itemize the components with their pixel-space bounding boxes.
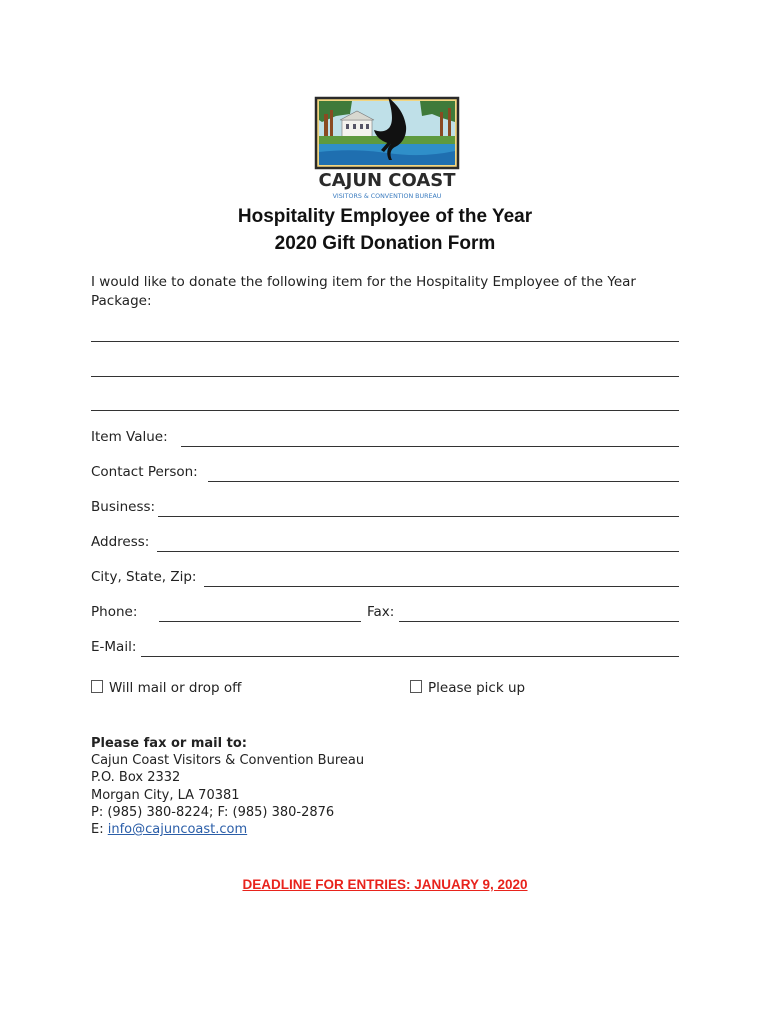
form-title: Hospitality Employee of the Year (237, 206, 533, 227)
phone-fax-row (91, 604, 679, 624)
deadline-notice: DEADLINE FOR ENTRIES: JANUARY 9, 2020 (242, 877, 528, 892)
form-subtitle: 2020 Gift Donation Form (274, 233, 496, 254)
donation-line-1[interactable] (91, 341, 679, 342)
logo-tagline: VISITORS & CONVENTION BUREAU (332, 193, 442, 200)
mail-option[interactable] (91, 680, 241, 696)
address-row (91, 534, 679, 554)
pickup-option[interactable] (410, 680, 525, 696)
intro-text: I would like to donate the following item for the Hospitality Employee of the Year Package: (91, 274, 636, 309)
mail-checkbox[interactable] (91, 680, 103, 693)
email-row (91, 639, 679, 659)
city-state-zip-row (91, 569, 679, 589)
contact-phones: P: (985) 380-8224; F: (985) 380-2876 (91, 804, 335, 820)
contact-person-label: Contact Person: (91, 464, 198, 480)
contact-person-field[interactable] (208, 481, 679, 482)
address-field[interactable] (157, 551, 679, 552)
pickup-option-label: Please pick up (428, 680, 526, 696)
business-field[interactable] (158, 516, 679, 517)
email-link[interactable]: info@cajuncoast.com (107, 822, 248, 838)
contact-person-row (91, 464, 679, 484)
pickup-checkbox[interactable] (410, 680, 422, 693)
fax-field[interactable] (399, 621, 679, 622)
business-label: Business: (91, 499, 156, 515)
logo-wordmark: CAJUN COAST (318, 170, 456, 191)
contact-block (91, 735, 364, 838)
contact-org: Cajun Coast Visitors & Convention Bureau (91, 753, 365, 769)
contact-header: Please fax or mail to: (91, 736, 247, 751)
donation-line-3[interactable] (91, 410, 679, 411)
phone-label: Phone: (91, 604, 138, 620)
phone-field[interactable] (159, 621, 361, 622)
mail-option-label: Will mail or drop off (109, 680, 242, 696)
item-value-label: Item Value: (91, 429, 168, 445)
cajun-coast-logo (292, 92, 482, 204)
address-label: Address: (91, 534, 150, 550)
city-state-zip-field[interactable] (204, 586, 679, 587)
item-value-row (91, 429, 679, 449)
city-state-zip-label: City, State, Zip: (91, 569, 197, 585)
contact-city: Morgan City, LA 70381 (91, 787, 240, 803)
donation-line-2[interactable] (91, 376, 679, 377)
email-label: E-Mail: (91, 639, 137, 655)
email-field[interactable] (141, 656, 679, 657)
fax-label: Fax: (367, 604, 395, 620)
contact-po-box: P.O. Box 2332 (91, 770, 181, 786)
item-value-field[interactable] (181, 446, 679, 447)
email-prefix: E: (91, 822, 108, 838)
business-row (91, 499, 679, 519)
contact-email-line (91, 821, 364, 838)
